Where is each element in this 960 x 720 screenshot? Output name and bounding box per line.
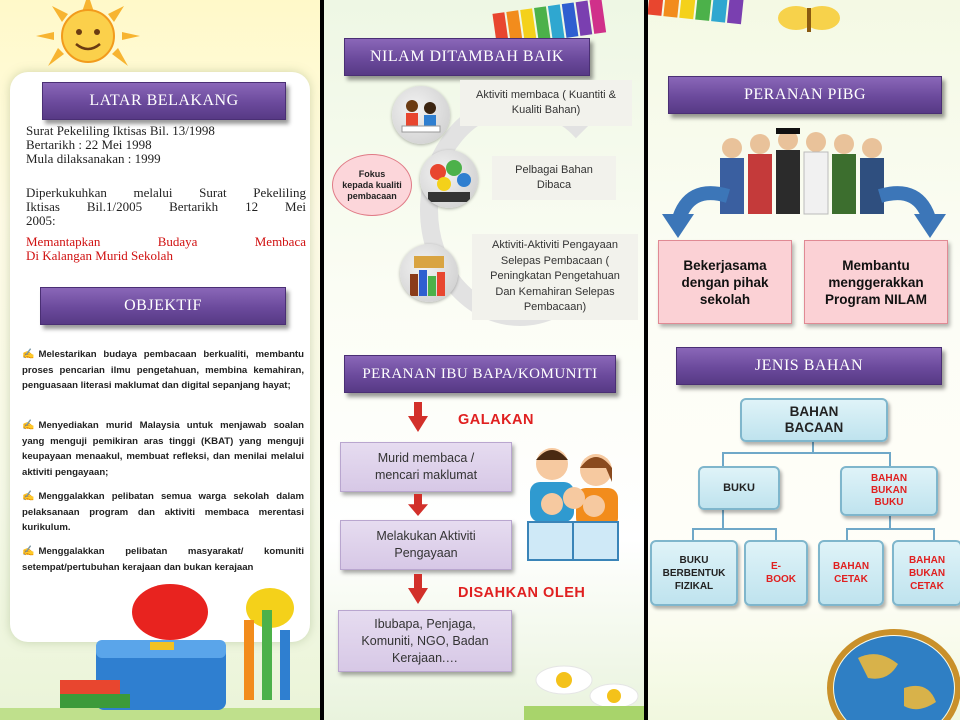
bahan-bukan-cetak-node [892,540,960,606]
diperkukuh-line-1: Diperkukuhkan melalui Surat Pekeliling [26,185,306,200]
tree-node-text: BUKU BERBENTUK FIZIKAL [662,554,726,592]
nilam-banner: NILAM DITAMBAH BAIK [344,38,590,76]
objective-text: Menggalakkan pelibatan masyarakat/ komuniti setempat/pertubuhan kerajaan dan bukan kerajaan [22,546,304,573]
objective-item-4 [22,544,304,575]
tree-connector [889,514,891,528]
bahan-bacaan-node [740,398,888,442]
objective-item-2 [22,418,304,480]
nilam-item-3 [472,234,638,320]
tree-connector [722,452,890,454]
pibg-role-text: Membantu menggerakkan Program NILAM [824,257,927,307]
tree-connector [692,528,776,530]
tree-connector [846,528,934,530]
latar-belakang-banner: LATAR BELAKANG [42,82,286,120]
panel-nilam [324,0,644,720]
objective-text: Menggalakkan pelibatan semua warga sekolah dalam pelaksanaan program dan aktiviti membaca merentasi kurikulum. [22,491,304,533]
tree-node-text: BAHAN BACAAN [784,404,844,435]
diperkukuh-line-2: Iktisas Bil.1/2005 Bertarikh 12 Mei [26,199,306,214]
objective-item-1 [22,347,304,394]
latar-line-1: Surat Pekeliling Iktisas Bil. 13/1998 [26,123,215,138]
flow-box-text: Melakukan Aktiviti Pengayaan [376,529,476,560]
tree-node-text: BAHAN BUKAN CETAK [908,554,946,592]
objective-text: Menyediakan murid Malaysia untuk menjawab soalan yang menguji pemikiran aras tinggi (KBAT) yang menguji keupayaan menaakul, membuat refleksi, dan menilai melalui aktiviti pengayaan; [22,420,304,478]
down-arrow-icon [408,402,428,432]
disahkan-label: DISAHKAN OLEH [458,585,586,601]
tree-node-text: BAHAN BUKAN BUKU [870,473,908,508]
tree-node-text: E-BOOK [766,561,796,585]
down-arrow-icon [408,494,428,516]
focus-bubble [332,154,412,216]
family-reading-illustration [510,438,634,566]
nilam-item-1 [460,80,632,126]
nilam-item-text: Aktiviti membaca ( Kuantiti & Kualiti Bahan) [476,88,616,116]
pibg-banner: PERANAN PIBG [668,76,942,114]
edit-note-icon: ✍ [22,349,35,360]
butterfly-illustration [774,4,844,38]
pencils-illustration [484,0,644,40]
curved-arrows-icon [648,174,960,244]
down-arrow-icon [408,574,428,604]
bahan-cetak-node [818,540,884,606]
flow-box-text: Ibubapa, Penjaga, Komuniti, NGO, Badan Kerajaan.… [361,616,489,665]
books-photo [400,244,458,302]
buku-fizikal-node [650,540,738,606]
objektif-banner: OBJEKTIF [40,287,286,325]
diperkukuh-line-3: 2005: [26,213,56,228]
peranan-komuniti-banner: PERANAN IBU BAPA/KOMUNITI [344,355,616,393]
speech-bubbles-photo [420,150,478,208]
matlamat-line-2: Di Kalangan Murid Sekolah [26,248,173,263]
flowers-illustration [524,640,644,720]
tree-node-text: BUKU [723,482,755,494]
latar-line-3: Mula dilaksanakan : 1999 [26,151,161,166]
edit-note-icon: ✍ [22,420,35,431]
tree-node-text: BAHAN CETAK [832,561,870,585]
flow-box-text: Murid membaca / mencari maklumat [374,451,478,482]
aktiviti-pengayaan-box [340,520,512,570]
edit-note-icon: ✍ [22,546,35,557]
latar-line-2: Bertarikh : 22 Mei 1998 [26,137,152,152]
panel-latar-belakang [0,0,320,720]
murid-membaca-box [340,442,512,492]
focus-label: Fokus kepada kualiti pembacaan [342,168,402,201]
matlamat-line-1: Memantapkan Budaya Membaca [26,234,306,249]
objective-text: Melestarikan budaya pembacaan berkualiti, membantu proses pencarian ilmu pengetahuan, membina kemahiran, penguasaan literasi maklumat dan digital sepanjang hayat; [22,349,304,391]
pibg-role-text: Bekerjasama dengan pihak sekolah [681,257,769,307]
objective-item-3 [22,489,304,536]
edit-note-icon: ✍ [22,491,35,502]
bahan-bukan-buku-node [840,466,938,516]
school-supplies-illustration [0,580,320,720]
panel-pibg [648,0,960,720]
tree-connector [722,508,724,528]
membantu-box [804,240,948,324]
galakan-label: GALAKAN [458,412,534,428]
pengesah-box [338,610,512,672]
globe-illustration [808,618,960,720]
nilam-item-text: Aktiviti-Aktiviti Pengayaan Selepas Pembacaan ( Peningkatan Pengetahuan Dan Kemahiran Selepas Pembacaan) [490,239,620,314]
buku-node [698,466,780,510]
sun-illustration [28,0,148,78]
bekerjasama-box [658,240,792,324]
jenis-bahan-banner: JENIS BAHAN [676,347,942,385]
readers-photo [392,86,450,144]
nilam-item-2 [492,156,616,200]
nilam-item-text: Pelbagai Bahan Dibaca [515,163,593,191]
ebook-node [744,540,808,606]
